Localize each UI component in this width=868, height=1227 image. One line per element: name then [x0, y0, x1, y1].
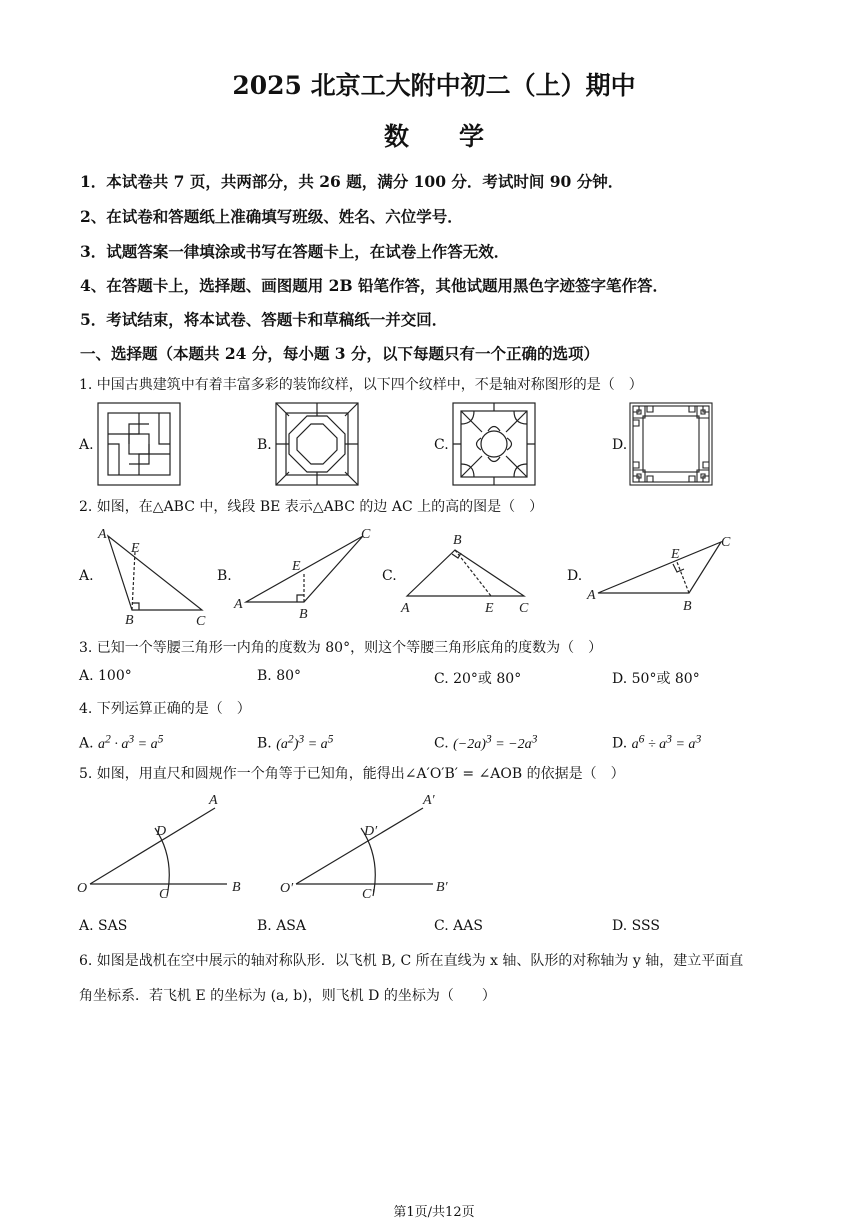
- q2-label-a: A.: [79, 568, 94, 584]
- question-2-stem: 2. 如图，在△ABC 中，线段 BE 表示△ABC 的边 AC 上的高的图是（ ）: [79, 499, 544, 515]
- q1-pattern-c: [452, 402, 536, 486]
- q2d-point-b: B: [683, 599, 692, 614]
- q5-option-d: D. SSS: [612, 918, 660, 934]
- q4-label-b: B.: [257, 735, 272, 752]
- instruction-1: 1．本试卷共 7 页，共两部分，共 26 题，满分 100 分．考试时间 90 分钟．: [80, 172, 624, 191]
- q2a-point-e: E: [131, 541, 140, 556]
- q5-fig2-point-o: O′: [280, 881, 294, 896]
- q2b-point-c: C: [361, 527, 371, 542]
- q2d-point-a: A: [587, 588, 596, 603]
- q2b-point-b: B: [299, 607, 308, 622]
- q1-pattern-a: [97, 402, 181, 486]
- instruction-4: 4、在答题卡上，选择题、画图题用 2B 铅笔作答，其他试题用黑色字迹签字笔作答．: [80, 276, 668, 295]
- q3-option-c: C. 20°或 80°: [434, 671, 522, 687]
- section-heading: 一、选择题（本题共 24 分，每小题 3 分，以下每题只有一个正确的选项）: [80, 344, 599, 363]
- q5-fig1-point-a: A: [209, 793, 218, 808]
- q4-option-a: [79, 732, 163, 753]
- q4-label-c: C.: [434, 735, 449, 752]
- q5-option-b: B. ASA: [257, 918, 306, 934]
- q4-option-b: [257, 732, 333, 753]
- q2-figure-d: [582, 530, 742, 620]
- q1-pattern-b: [275, 402, 359, 486]
- q2a-point-a: A: [98, 527, 107, 542]
- q2-label-d: D.: [567, 568, 583, 584]
- instruction-3: 3．试题答案一律填涂或书写在答题卡上，在试卷上作答无效．: [80, 242, 510, 261]
- instruction-2: 2、在试卷和答题纸上准确填写班级、姓名、六位学号．: [80, 207, 463, 226]
- q2a-point-c: C: [196, 614, 206, 627]
- q5-fig2-point-b: B′: [436, 880, 448, 895]
- q1-label-c: C.: [434, 437, 449, 453]
- q4-expr-b: $(a^2)^3 = a^5$: [276, 732, 334, 752]
- question-3-stem: 3. 已知一个等腰三角形一内角的度数为 80°，则这个等腰三角形底角的度数为（ ）: [79, 640, 603, 656]
- page-footer: 第1页/共12页: [393, 1205, 475, 1220]
- exam-title: 2025 北京工大附中初二（上）期中: [232, 71, 636, 100]
- q5-option-a: A. SAS: [79, 918, 128, 934]
- q4-option-c: [434, 732, 537, 753]
- q2a-point-b: B: [125, 613, 134, 627]
- question-6-line-1: 6. 如图是战机在空中展示的轴对称队形．以飞机 B, C 所在直线为 x 轴、队形的对称轴为 y 轴，建立平面直: [79, 953, 744, 969]
- q2-label-b: B.: [217, 568, 232, 584]
- q2c-point-c: C: [519, 601, 529, 616]
- question-1-stem: 1. 中国古典建筑中有着丰富多彩的装饰纹样，以下四个纹样中，不是轴对称图形的是（ ）: [79, 377, 643, 393]
- q4-expr-d: $a^6 \div a^3 = a^3$: [631, 732, 702, 752]
- q1-label-b: B.: [257, 437, 272, 453]
- q2c-point-b: B: [453, 533, 462, 548]
- q2c-point-e: E: [485, 601, 494, 616]
- q5-fig2-point-c: C′: [362, 887, 375, 902]
- q4-option-d: [612, 732, 701, 753]
- q3-option-a: A. 100°: [79, 668, 132, 684]
- q3-option-d: D. 50°或 80°: [612, 671, 700, 687]
- question-5-stem: 5. 如图，用直尺和圆规作一个角等于已知角，能得出∠A′O′B′ = ∠AOB 的依据是（ ）: [79, 766, 625, 782]
- q2-figure-a: [90, 522, 215, 627]
- q5-figure-copy: [278, 788, 478, 908]
- q2b-point-e: E: [292, 559, 301, 574]
- question-4-stem: 4. 下列运算正确的是（ ）: [79, 701, 251, 717]
- q1-pattern-d: [629, 402, 713, 486]
- q2-label-c: C.: [382, 568, 397, 584]
- q5-fig2-point-d: D′: [364, 824, 378, 839]
- q4-expr-c: $(-2a)^3 = -2a^3$: [453, 732, 538, 752]
- question-6-line-2: 角坐标系．若飞机 E 的坐标为 (a, b)，则飞机 D 的坐标为（ ）: [79, 988, 496, 1004]
- q5-fig1-point-b: B: [232, 880, 241, 895]
- q4-label-a: A.: [79, 735, 94, 752]
- q3-option-b: B. 80°: [257, 668, 302, 684]
- q5-fig1-point-o: O: [77, 881, 88, 896]
- q2d-point-e: E: [671, 547, 680, 562]
- q5-fig1-point-d: D: [156, 824, 167, 839]
- q2d-point-c: C: [721, 535, 731, 550]
- q5-option-c: C. AAS: [434, 918, 483, 934]
- q1-label-d: D.: [612, 437, 628, 453]
- q2b-point-a: A: [234, 597, 243, 612]
- q2-figure-b: [230, 522, 380, 627]
- q5-fig2-point-a: A′: [423, 793, 435, 808]
- subject-title: 数学: [383, 122, 534, 151]
- q5-figure-original: [75, 788, 265, 908]
- q4-label-d: D.: [612, 735, 628, 752]
- instruction-5: 5．考试结束，将本试卷、答题卡和草稿纸一并交回．: [80, 310, 448, 329]
- q2c-point-a: A: [401, 601, 410, 616]
- q5-fig1-point-c: C: [159, 887, 169, 902]
- q1-label-a: A.: [79, 437, 94, 453]
- q4-expr-a: $a^2 \cdot a^3 = a^5$: [98, 732, 164, 752]
- q2-figure-c: [397, 530, 537, 620]
